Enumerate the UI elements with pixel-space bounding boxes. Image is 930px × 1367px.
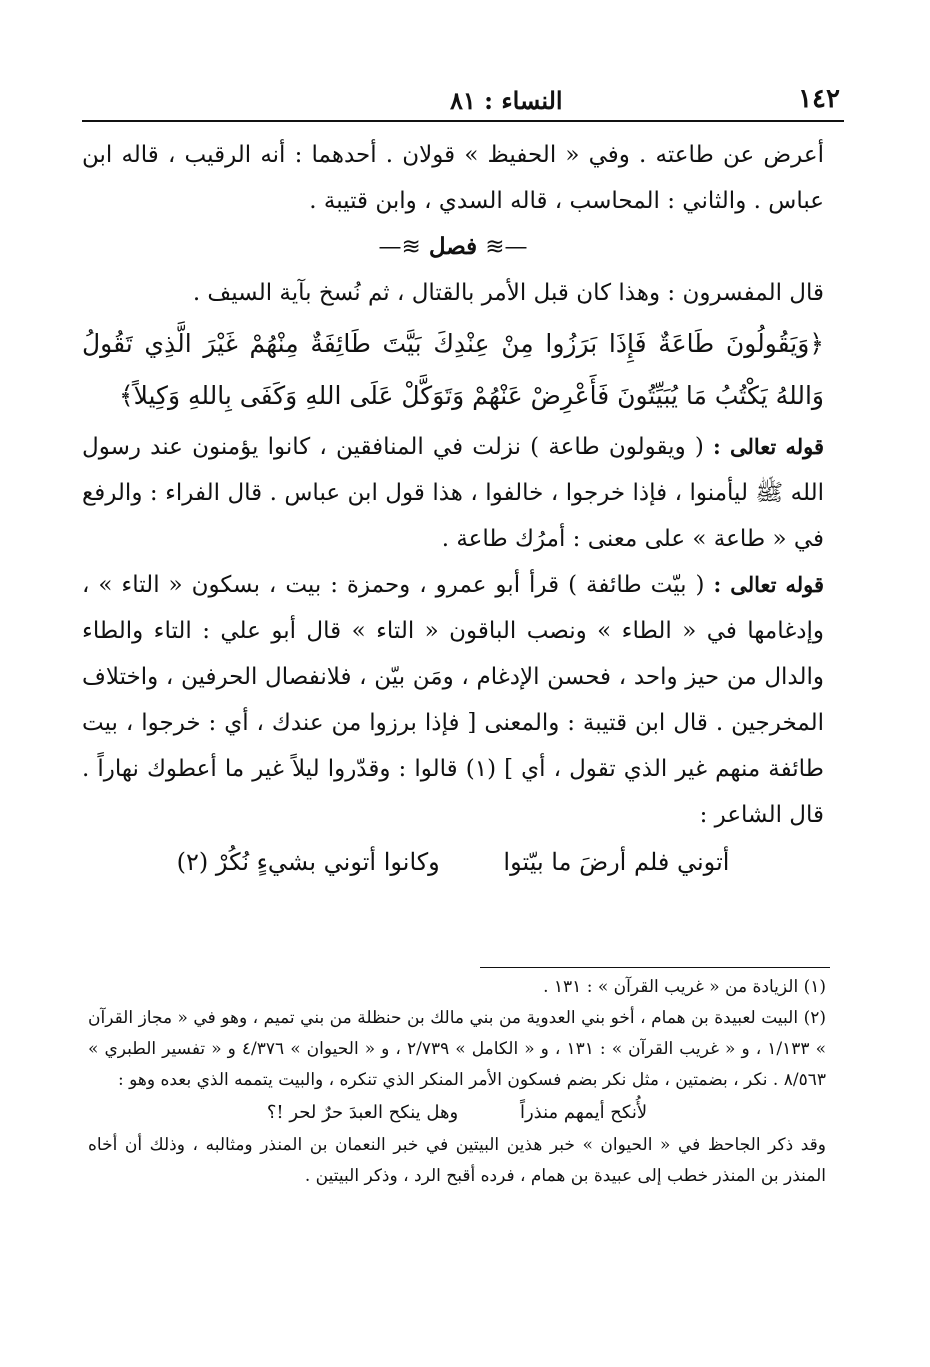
paragraph: قال المفسرون : وهذا كان قبل الأمر بالقتال ، ثم نُسخ بآية السيف . xyxy=(192,280,824,306)
paragraph-text: ( ويقولون طاعة ) نزلت في المنافقين ، كانوا يؤمنون عند رسول الله ﷺ ليأمنوا ، فإذا خرجوا ، خالفوا ، هذا قول ابن عباس . قال الفراء : والرفع في « طاعة » على معنى : أمرُك طاعة . xyxy=(82,434,824,552)
footnote-poem-line xyxy=(88,1096,826,1130)
ornament-icon: ≋— xyxy=(378,234,421,260)
section-heading-label: فصل xyxy=(428,233,478,260)
main-text xyxy=(82,132,824,886)
poem-hemistich-left: وهل ينكح العبدَ حرٌ لحر !؟ xyxy=(266,1102,459,1123)
footnote: وقد ذكر الجاحظ في « الحيوان » خبر هذين البيتين في خبر النعمان بن المنذر ومثالبه ، وذلك أن أخاه المنذر بن المنذر خطب إلى عبيدة بن همام ، فرده أقبح الرد ، وذكر البيتين . xyxy=(88,1135,826,1186)
footnote-rule xyxy=(480,967,830,968)
ornament-icon: —≋ xyxy=(485,234,528,260)
page-number: ١٤٢ xyxy=(798,84,840,114)
running-title: النساء : ٨١ xyxy=(450,86,563,115)
paragraph-text: ( بيّت طائفة ) قرأ أبو عمرو ، وحمزة : بيت ، بسكون « التاء » ، وإدغامها في « الطاء » ونصب الباقون « التاء » قال أبو علي : التاء والطاء والدال من حيز واحد ، فحسن الإدغام ، ومَن بيّن ، فلانفصال الحرفين ، واختلاف المخرجين . قال ابن قتيبة : والمعنى [ فإذا برزوا من عندك ، أي : خرجوا ، بيت طائفة منهم غير الذي تقول ، أي ] (١) قالوا : وقدّروا ليلاً غير ما أعطوك نهاراً . قال الشاعر : xyxy=(82,572,824,828)
paragraph xyxy=(82,424,824,562)
quran-verse: ﴿وَيَقُولُونَ طَاعَةٌ فَإِذَا بَرَزُوا مِنْ عِنْدِكَ بَيَّتَ طَائِفَةٌ مِنْهُمْ غَيْرَ الَّذِي تَقُولُ وَاللهُ يَكْتُبُ مَا يُبَيِّتُونَ فَأَعْرِضْ عَنْهُمْ وَتَوَكَّلْ عَلَى اللهِ وَكَفَى بِاللهِ وَكِيلاً﴾ xyxy=(82,329,824,410)
poem-hemistich-left: وكانوا أتوني بشيءٍ نُكُرْ (٢) xyxy=(176,848,440,876)
footnote: (٢) البيت لعبيدة بن همام ، أخو بني العدوية من بني مالك بن حنظلة من بني تميم ، وهو في « مجاز القرآن » ١/١٣٣ ، و « غريب القرآن » : ١٣١ ، و « الكامل » ٢/٧٣٩ ، و « الحيوان » ٤/٣٧٦ و « تفسير الطبري » ٨/٥٦٣ . نكر ، بضمتين ، مثل نكر بضم فسكون الأمر المنكر الذي تنكره ، والبيت يتممه الذي بعده وهو : xyxy=(88,1008,826,1090)
poem-hemistich-right: أتوني فلم أرضَ ما بيّتوا xyxy=(503,848,730,876)
lead-phrase: قوله تعالى : xyxy=(713,572,824,597)
poem-line xyxy=(82,838,824,886)
paragraph xyxy=(82,562,824,838)
lead-phrase: قوله تعالى : xyxy=(713,434,824,459)
footnotes xyxy=(88,972,826,1192)
page-header xyxy=(80,82,840,116)
footnote: (١) الزيادة من « غريب القرآن » : ١٣١ . xyxy=(543,977,826,997)
header-rule xyxy=(82,120,844,122)
poem-hemistich-right: لأُنكح أيمهم منذراً xyxy=(519,1102,648,1123)
paragraph: أعرض عن طاعته . وفي « الحفيظ » قولان . أحدهما : أنه الرقيب ، قاله ابن عباس . والثاني : المحاسب ، قاله السدي ، وابن قتيبة . xyxy=(82,142,824,214)
section-heading xyxy=(82,224,824,270)
